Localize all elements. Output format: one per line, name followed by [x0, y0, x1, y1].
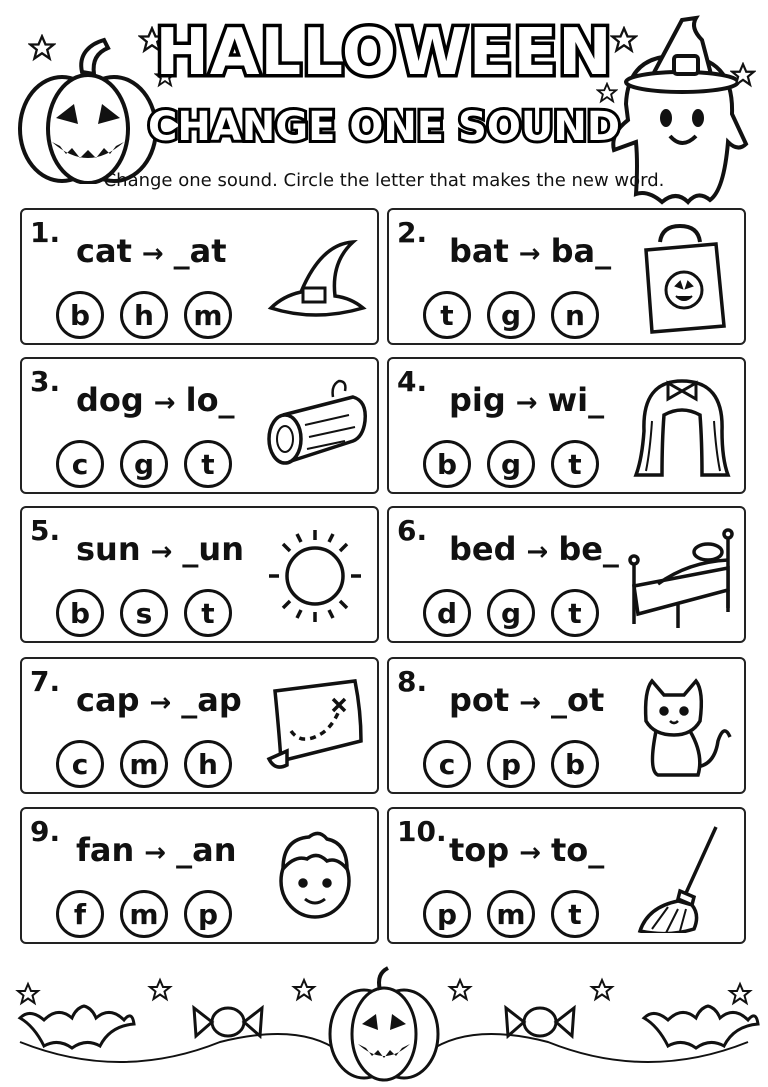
letter-choice-circle[interactable]: t	[551, 440, 599, 488]
letter-choice-circle[interactable]: d	[423, 589, 471, 637]
exercise-number: 6.	[397, 514, 428, 547]
letter-choices	[56, 740, 232, 788]
arrow-icon: →	[519, 688, 541, 718]
word-change-equation	[76, 681, 242, 719]
arrow-icon: →	[150, 537, 173, 567]
boy-face-icon	[261, 821, 369, 933]
witch-hat-icon	[261, 222, 369, 334]
source-word: pig	[449, 381, 506, 419]
cat-icon	[628, 671, 736, 783]
word-change-equation	[76, 232, 227, 270]
arrow-icon: →	[526, 537, 549, 567]
letter-choice-circle[interactable]: m	[487, 890, 535, 938]
exercise-number: 1.	[30, 216, 61, 249]
exercise-card	[20, 807, 379, 944]
target-word: to_	[550, 831, 605, 869]
arrow-icon: →	[515, 388, 538, 418]
letter-choices	[423, 740, 599, 788]
target-word: _an	[176, 831, 237, 869]
letter-choice-circle[interactable]: g	[487, 589, 535, 637]
letter-choice-circle[interactable]: t	[551, 890, 599, 938]
letter-choices	[56, 291, 232, 339]
source-word: fan	[76, 831, 135, 869]
sun-icon	[261, 520, 369, 632]
letter-choice-circle[interactable]: p	[423, 890, 471, 938]
word-change-equation	[449, 530, 619, 568]
arrow-icon: →	[141, 239, 164, 269]
letter-choice-circle[interactable]: p	[487, 740, 535, 788]
exercise-card	[387, 357, 746, 494]
arrow-icon: →	[149, 688, 172, 718]
letter-choice-circle[interactable]: c	[56, 440, 104, 488]
source-word: dog	[76, 381, 144, 419]
letter-choices	[423, 589, 599, 637]
letter-choice-circle[interactable]: b	[423, 440, 471, 488]
letter-choice-circle[interactable]: g	[120, 440, 168, 488]
exercise-card	[20, 506, 379, 643]
log-icon	[261, 371, 369, 483]
bed-icon	[628, 520, 736, 632]
target-word: lo_	[185, 381, 235, 419]
letter-choice-circle[interactable]: t	[551, 589, 599, 637]
letter-choice-circle[interactable]: t	[184, 440, 232, 488]
footer-decoration	[0, 962, 768, 1084]
target-word: _at	[173, 232, 227, 270]
word-change-equation	[76, 831, 236, 869]
exercise-number: 2.	[397, 216, 428, 249]
exercise-card	[20, 357, 379, 494]
letter-choice-circle[interactable]: b	[56, 291, 104, 339]
target-word: _ap	[181, 681, 242, 719]
letter-choice-circle[interactable]: m	[120, 890, 168, 938]
letter-choices	[56, 890, 232, 938]
arrow-icon: →	[153, 388, 176, 418]
instructions-text: Change one sound. Circle the letter that makes the new word.	[103, 170, 665, 191]
target-word: wi_	[547, 381, 605, 419]
source-word: cat	[76, 232, 132, 270]
target-word: _un	[182, 530, 244, 568]
target-word: be_	[558, 530, 619, 568]
letter-choice-circle[interactable]: p	[184, 890, 232, 938]
letter-choice-circle[interactable]: n	[551, 291, 599, 339]
letter-choices	[56, 589, 232, 637]
letter-choices	[423, 440, 599, 488]
arrow-icon: →	[518, 239, 541, 269]
arrow-icon: →	[144, 838, 167, 868]
letter-choices	[423, 890, 599, 938]
exercise-number: 9.	[30, 815, 61, 848]
letter-choice-circle[interactable]: t	[423, 291, 471, 339]
letter-choice-circle[interactable]: s	[120, 589, 168, 637]
exercise-card	[20, 657, 379, 794]
exercise-card	[387, 807, 746, 944]
target-word: _ot	[550, 681, 605, 719]
letter-choice-circle[interactable]: b	[551, 740, 599, 788]
letter-choice-circle[interactable]: f	[56, 890, 104, 938]
letter-choice-circle[interactable]: g	[487, 291, 535, 339]
word-change-equation	[449, 681, 604, 719]
exercise-card	[387, 657, 746, 794]
exercise-number: 10.	[397, 815, 447, 848]
exercise-number: 8.	[397, 665, 428, 698]
source-word: cap	[76, 681, 140, 719]
letter-choice-circle[interactable]: h	[120, 291, 168, 339]
map-icon	[261, 671, 369, 783]
letter-choices	[56, 440, 232, 488]
letter-choice-circle[interactable]: m	[120, 740, 168, 788]
wig-icon	[628, 371, 736, 483]
arrow-icon: →	[519, 838, 541, 868]
source-word: sun	[76, 530, 141, 568]
word-change-equation	[76, 530, 244, 568]
page-title: HALLOWEEN	[155, 16, 613, 90]
letter-choice-circle[interactable]: c	[56, 740, 104, 788]
letter-choices	[423, 291, 599, 339]
source-word: bat	[449, 232, 509, 270]
exercise-number: 3.	[30, 365, 61, 398]
word-change-equation	[449, 381, 604, 419]
word-change-equation	[449, 232, 611, 270]
exercise-card	[387, 506, 746, 643]
exercise-number: 5.	[30, 514, 61, 547]
target-word: ba_	[550, 232, 612, 270]
exercise-card	[20, 208, 379, 345]
letter-choice-circle[interactable]: h	[184, 740, 232, 788]
letter-choice-circle[interactable]: b	[56, 589, 104, 637]
letter-choice-circle[interactable]: g	[487, 440, 535, 488]
source-word: pot	[449, 681, 510, 719]
letter-choice-circle[interactable]: c	[423, 740, 471, 788]
source-word: top	[449, 831, 510, 869]
page-subtitle: CHANGE ONE SOUND	[147, 104, 621, 150]
word-change-equation	[449, 831, 604, 869]
letter-choice-circle[interactable]: m	[184, 291, 232, 339]
exercise-card	[387, 208, 746, 345]
treat-bag-icon	[628, 222, 736, 334]
exercise-number: 7.	[30, 665, 61, 698]
exercise-number: 4.	[397, 365, 428, 398]
source-word: bed	[449, 530, 517, 568]
word-change-equation	[76, 381, 235, 419]
letter-choice-circle[interactable]: t	[184, 589, 232, 637]
mop-icon	[628, 821, 736, 933]
